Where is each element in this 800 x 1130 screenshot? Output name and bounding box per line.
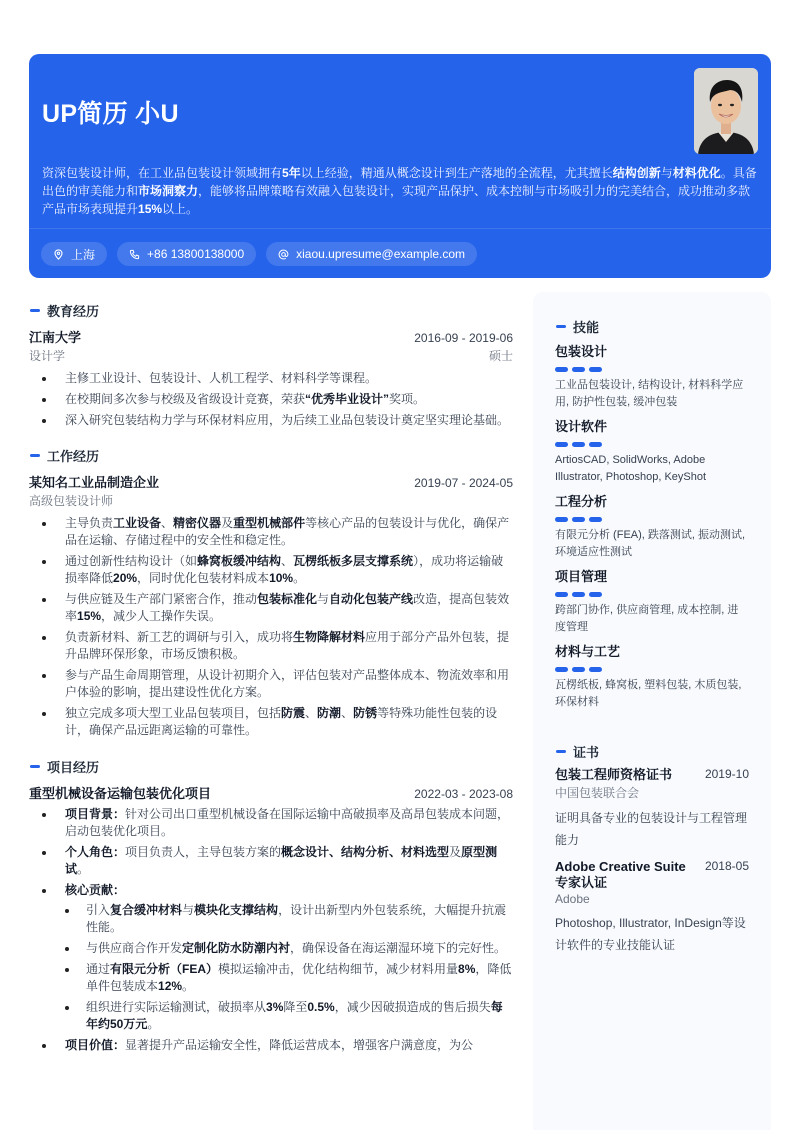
profile-photo bbox=[694, 68, 758, 154]
certificate-description: 证明具备专业的包装设计与工程管理能力 bbox=[555, 811, 748, 847]
contribution-bullet: 与供应商合作开发定制化防水防潮内衬，确保设备在海运潮湿环境下的完好性。 bbox=[65, 940, 513, 957]
project-date: 2022-03 - 2023-08 bbox=[414, 787, 513, 801]
certificate-issuer: Adobe bbox=[555, 892, 590, 906]
section-title-education: 教育经历 bbox=[29, 300, 513, 320]
education-section bbox=[29, 300, 513, 429]
education-bullets bbox=[29, 370, 513, 429]
resume-header bbox=[29, 54, 771, 278]
section-bar-icon bbox=[556, 750, 566, 753]
major: 设计学 bbox=[29, 349, 66, 363]
at-sign-icon bbox=[278, 249, 289, 260]
section-title-work: 工作经历 bbox=[29, 445, 513, 465]
phone-chip[interactable] bbox=[117, 242, 256, 266]
phone-text: +86 13800138000 bbox=[147, 247, 245, 261]
location-pin-icon bbox=[53, 249, 64, 260]
section-bar-icon bbox=[30, 309, 40, 312]
section-title-skills: 技能 bbox=[555, 316, 749, 336]
location-text: 上海 bbox=[71, 247, 96, 262]
location-chip bbox=[41, 242, 107, 266]
contact-list bbox=[41, 242, 477, 266]
section-title-certificates: 证书 bbox=[555, 741, 749, 761]
project-background: 项目背景：针对公司出口重型机械设备在国际运输中高破损率及高昂包装成本问题，启动包装优化项目。 bbox=[29, 806, 513, 840]
skill-level-indicator bbox=[555, 517, 749, 522]
section-title-project: 项目经历 bbox=[29, 756, 513, 776]
skill-description: 跨部门协作, 供应商管理, 成本控制, 进度管理 bbox=[555, 604, 739, 633]
candidate-name: UP简历 小U bbox=[42, 100, 179, 128]
work-date: 2019-07 - 2024-05 bbox=[414, 476, 513, 490]
skill-name: 包装设计 bbox=[555, 344, 608, 359]
certificate-name: 包装工程师资格证书 bbox=[555, 767, 673, 782]
project-value: 项目价值：显著提升产品运输安全性，降低运营成本，增强客户满意度，为公 bbox=[29, 1037, 513, 1054]
certificate-list bbox=[555, 767, 749, 956]
main-column bbox=[29, 300, 513, 1058]
job-role: 高级包装设计师 bbox=[29, 494, 114, 508]
section-bar-icon bbox=[30, 454, 40, 457]
sidebar bbox=[533, 292, 771, 1130]
certificate-description: Photoshop, Illustrator, InDesign等设计软件的专业技能认证 bbox=[555, 916, 746, 952]
section-bar-icon bbox=[556, 325, 566, 328]
skill-name: 项目管理 bbox=[555, 569, 608, 584]
skill-level-indicator bbox=[555, 667, 749, 672]
education-date: 2016-09 - 2019-06 bbox=[414, 331, 513, 345]
degree: 硕士 bbox=[488, 349, 513, 363]
skill-description: ArtiosCAD, SolidWorks, Adobe Illustrator, Photoshop, KeyShot bbox=[555, 454, 707, 483]
skill-description: 瓦楞纸板, 蜂窝板, 塑料包装, 木质包装, 环保材料 bbox=[555, 679, 742, 708]
contribution-bullet: 通过有限元分析（FEA）模拟运输冲击，优化结构细节，减少材料用量8%，降低单件包装成本12%。 bbox=[65, 961, 513, 995]
certificate-name: Adobe Creative Suite 专家认证 bbox=[555, 859, 686, 890]
section-bar-icon bbox=[30, 765, 40, 768]
skills-list bbox=[555, 341, 749, 711]
education-bullet: 主修工业设计、包装设计、人机工程学、材料科学等课程。 bbox=[29, 370, 513, 387]
education-bullet: 深入研究包装结构力学与环保材料应用，为后续工业品包装设计奠定坚实理论基础。 bbox=[29, 412, 513, 429]
skill-name: 设计软件 bbox=[555, 419, 608, 434]
email-text: xiaou.upresume@example.com bbox=[296, 247, 466, 261]
skill-name: 工程分析 bbox=[555, 494, 608, 509]
work-bullet: 独立完成多项大型工业品包装项目，包括防震、防潮、防锈等特殊功能性包装的设计，确保产品远距离运输的可靠性。 bbox=[29, 705, 513, 739]
work-bullet: 主导负责工业设备、精密仪器及重型机械部件等核心产品的包装设计与优化，确保产品在运输、存储过程中的安全性和稳定性。 bbox=[29, 515, 513, 549]
skill-name: 材料与工艺 bbox=[555, 644, 621, 659]
work-bullets bbox=[29, 515, 513, 739]
phone-icon bbox=[129, 249, 140, 260]
skill-level-indicator bbox=[555, 592, 749, 597]
work-bullet: 参与产品生命周期管理，从设计初期介入，评估包装对产品整体成本、物流效率和用户体验的影响，提出建设性优化方案。 bbox=[29, 667, 513, 701]
skill-item bbox=[555, 491, 749, 561]
skill-item bbox=[555, 341, 749, 411]
work-bullet: 负责新材料、新工艺的调研与引入，成功将生物降解材料应用于部分产品外包装，提升品牌环保形象，市场反馈积极。 bbox=[29, 629, 513, 663]
contribution-bullet: 引入复合缓冲材料与模块化支撑结构，设计出新型内外包装系统，大幅提升抗震性能。 bbox=[65, 902, 513, 936]
certificate-item bbox=[555, 859, 749, 956]
work-section bbox=[29, 445, 513, 739]
skill-item bbox=[555, 416, 749, 486]
project-contributions bbox=[29, 882, 513, 1033]
skill-description: 有限元分析 (FEA), 跌落测试, 振动测试, 环境适应性测试 bbox=[555, 529, 746, 558]
contribution-list bbox=[65, 902, 513, 1033]
skill-description: 工业品包装设计, 结构设计, 材料科学应用, 防护性包装, 缓冲包装 bbox=[555, 379, 744, 408]
header-divider bbox=[29, 228, 771, 229]
summary-text: 资深包装设计师，在工业品包装设计领域拥有5年以上经验，精通从概念设计到生产落地的全流程，尤其擅长结构创新与材料优化。具备出色的审美能力和市场洞察力，能够将品牌策略有效融入包装设计，实现产品保护、成本控制与市场吸引力的完美结合，成功推动多款产品市场表现提升15%以上。 bbox=[42, 166, 757, 216]
contribution-bullet: 组织进行实际运输测试，破损率从3%降至0.5%，减少因破损造成的售后损失每年约50万元。 bbox=[65, 999, 513, 1033]
email-chip[interactable] bbox=[266, 242, 477, 266]
contrib-label: 核心贡献： bbox=[65, 883, 126, 897]
certificate-date: 2019-10 bbox=[704, 767, 749, 781]
skill-item bbox=[555, 566, 749, 636]
project-section bbox=[29, 756, 513, 1054]
project-name: 重型机械设备运输包装优化项目 bbox=[29, 786, 212, 801]
work-bullet: 通过创新性结构设计（如蜂窝板缓冲结构、瓦楞纸板多层支撑系统），成功将运输破损率降低20%，同时优化包装材料成本10%。 bbox=[29, 553, 513, 587]
education-bullet: 在校期间多次参与校级及省级设计竞赛，荣获“优秀毕业设计”奖项。 bbox=[29, 391, 513, 408]
company-name: 某知名工业品制造企业 bbox=[29, 475, 160, 490]
project-role: 个人角色：项目负责人，主导包装方案的概念设计、结构分析、材料选型及原型测试。 bbox=[29, 844, 513, 878]
work-bullet: 与供应链及生产部门紧密合作，推动包装标准化与自动化包装产线改造，提高包装效率15%，减少人工操作失误。 bbox=[29, 591, 513, 625]
skill-item bbox=[555, 641, 749, 711]
certificate-issuer: 中国包装联合会 bbox=[555, 786, 640, 800]
project-bullets bbox=[29, 806, 513, 1054]
skill-level-indicator bbox=[555, 367, 749, 372]
school-name: 江南大学 bbox=[29, 330, 82, 345]
certificate-item bbox=[555, 767, 749, 851]
skill-level-indicator bbox=[555, 442, 749, 447]
certificate-date: 2018-05 bbox=[704, 859, 749, 873]
